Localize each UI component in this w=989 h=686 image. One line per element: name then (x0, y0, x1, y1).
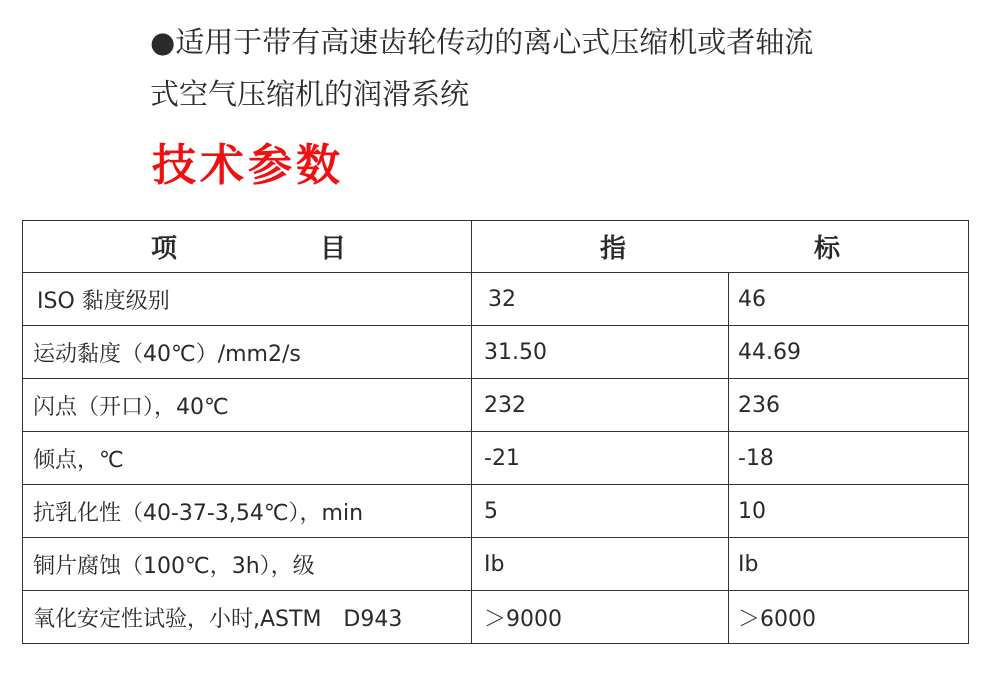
intro-line-2: 式空气压缩机的润滑系统 (150, 77, 470, 111)
row-value-32: Ib (472, 538, 729, 591)
table-header-row (23, 221, 969, 273)
intro-text (150, 16, 910, 120)
header-item-char-2: 目 (319, 234, 346, 264)
row-value-46: Ib (729, 538, 969, 591)
spec-table (22, 220, 969, 644)
table-row (23, 379, 969, 432)
header-index-char-2: 标 (813, 234, 840, 264)
intro-line-1: ●适用于带有高速齿轮传动的离心式压缩机或者轴流 (150, 25, 814, 59)
header-index (472, 221, 969, 273)
row-name: ISO 黏度级别 (23, 273, 472, 326)
table-row (23, 485, 969, 538)
row-value-32: 31.50 (472, 326, 729, 379)
row-value-46: 46 (729, 273, 969, 326)
row-value-32: 5 (472, 485, 729, 538)
row-value-46: 44.69 (729, 326, 969, 379)
row-name: 氧化安定性试验，小时,ASTM D943 (23, 591, 472, 644)
row-name: 倾点，℃ (23, 432, 472, 485)
table-row (23, 591, 969, 644)
row-value-46: 236 (729, 379, 969, 432)
header-index-char-1: 指 (600, 234, 627, 264)
table-row (23, 326, 969, 379)
row-value-46: 10 (729, 485, 969, 538)
header-item-char-1: 项 (151, 234, 178, 264)
table-row (23, 432, 969, 485)
row-value-32: ＞9000 (472, 591, 729, 644)
row-value-32: 232 (472, 379, 729, 432)
row-name: 抗乳化性（40-37-3,54℃），min (23, 485, 472, 538)
row-value-46: -18 (729, 432, 969, 485)
row-name: 运动黏度（40℃）/mm2/s (23, 326, 472, 379)
header-item (23, 221, 472, 273)
row-name: 铜片腐蚀（100℃，3h），级 (23, 538, 472, 591)
row-name: 闪点（开口），40℃ (23, 379, 472, 432)
table-row (23, 538, 969, 591)
row-value-32: 32 (472, 273, 729, 326)
row-value-46: ＞6000 (729, 591, 969, 644)
table-row (23, 273, 969, 326)
section-heading: 技术参数 (152, 140, 344, 191)
row-value-32: -21 (472, 432, 729, 485)
